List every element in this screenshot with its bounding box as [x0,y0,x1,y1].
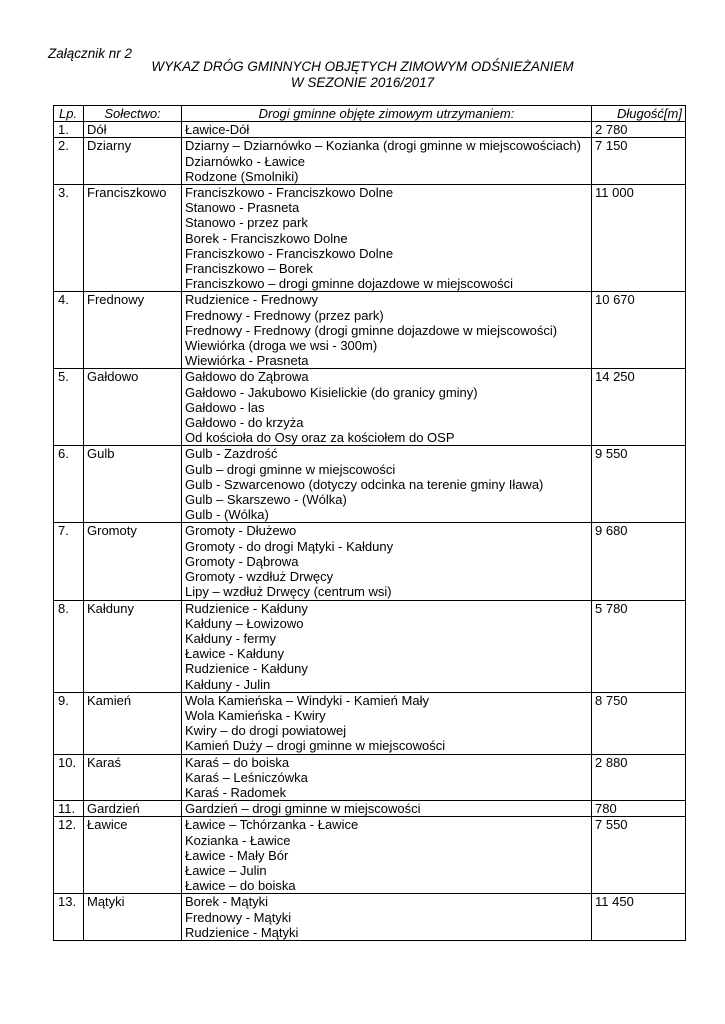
village-name: Dziarny [84,138,182,185]
row-number: 11. [54,801,84,817]
road-entry: Franciszkowo – Borek [185,261,313,277]
table-row [54,894,686,941]
road-entry: Gulb – drogi gminne w miejscowości [185,461,396,477]
row-number: 1. [54,122,84,138]
road-entry: Stanowo - przez park [185,215,308,231]
road-length: 10 670 [592,292,686,369]
column-header-lp: Lp. [54,106,84,122]
village-name: Mątyki [84,894,182,941]
road-entry: Ławice-Dół [185,122,250,138]
road-entry: Rudzienice - Frednowy [185,292,318,308]
table-row [54,817,686,894]
road-entry: Ławice - Kałduny [185,646,284,662]
road-entry: Gałdowo - las [185,399,265,415]
road-entry: Rudzienice - Kałduny [185,661,308,677]
road-entry: Kwiry – do drogi powiatowej [185,723,347,739]
road-length: 9 550 [592,446,686,523]
table-row [54,523,686,600]
row-number: 10. [54,754,84,801]
road-entry: Gromoty - Dłużewo [185,523,297,539]
road-entry: Gromoty - Dąbrowa [185,553,299,569]
road-entry: Gulb - (Wólka) [185,507,269,523]
road-entry: Wiewiórka - Prasneta [185,353,309,369]
road-entry: Stanowo - Prasneta [185,200,300,216]
row-number: 9. [54,692,84,754]
roads-table [53,105,686,941]
table-row [54,369,686,446]
table-row [54,185,686,292]
roads-cell [182,369,592,446]
road-length: 2 780 [592,122,686,138]
road-entry: Gulb - Zazdrość [185,446,278,462]
road-entry: Karaś – Leśniczówka [185,769,308,785]
road-length: 9 680 [592,523,686,600]
roads-cell [182,894,592,941]
roads-cell [182,122,592,138]
road-entry: Gardzień – drogi gminne w miejscowości [185,801,421,817]
road-entry: Gałdowo do Ząbrowa [185,369,309,385]
road-entry: Ławice – Tchórzanka - Ławice [185,817,359,833]
row-number: 12. [54,817,84,894]
column-header-roads: Drogi gminne objęte zimowym utrzymaniem: [182,106,592,122]
road-length: 11 450 [592,894,686,941]
road-entry: Kamień Duży – drogi gminne w miejscowości [185,738,446,754]
village-name: Gałdowo [84,369,182,446]
road-length: 7 150 [592,138,686,185]
table-row [54,692,686,754]
road-entry: Franciszkowo - Franciszkowo Dolne [185,185,394,201]
village-name: Kamień [84,692,182,754]
row-number: 4. [54,292,84,369]
road-length: 8 750 [592,692,686,754]
table-body [54,122,686,941]
road-length: 780 [592,801,686,817]
row-number: 6. [54,446,84,523]
road-length: 14 250 [592,369,686,446]
road-entry: Rudzienice - Kałduny [185,600,308,616]
road-entry: Gałdowo - Jakubowo Kisielickie (do granicy gminy) [185,384,478,400]
roads-cell [182,801,592,817]
road-entry: Dziarny – Dziarnówko – Kozianka (drogi gminne w miejscowościach) [185,138,581,154]
road-entry: Wola Kamieńska – Windyki - Kamień Mały [185,692,429,708]
road-entry: Frednowy - Mątyki [185,909,292,925]
road-entry: Gałdowo - do krzyża [185,415,304,431]
table-row [54,138,686,185]
roads-cell [182,754,592,801]
attachment-label: Załącznik nr 2 [48,46,133,61]
roads-cell [182,692,592,754]
road-entry: Kałduny - Julin [185,676,271,692]
table-row [54,446,686,523]
road-entry: Karaś – do boiska [185,754,290,770]
roads-cell [182,446,592,523]
village-name: Gromoty [84,523,182,600]
road-entry: Gromoty - wzdłuż Drwęcy [185,569,334,585]
roads-cell [182,817,592,894]
row-number: 2. [54,138,84,185]
road-entry: Gulb – Skarszewo - (Wólka) [185,492,347,508]
row-number: 13. [54,894,84,941]
table-row [54,292,686,369]
village-name: Franciszkowo [84,185,182,292]
row-number: 7. [54,523,84,600]
column-header-length: Długość[m] [592,106,686,122]
village-name: Ławice [84,817,182,894]
road-entry: Kałduny - fermy [185,630,277,646]
table-header-row [54,106,686,122]
roads-cell [182,600,592,692]
road-entry: Dziarnówko - Ławice [185,153,305,169]
road-entry: Kałduny – Łowizowo [185,615,304,631]
column-header-village: Sołectwo: [84,106,182,122]
table-row [54,600,686,692]
road-entry: Ławice – do boiska [185,878,296,894]
roads-cell [182,138,592,185]
road-entry: Borek - Mątyki [185,894,269,910]
village-name: Frednowy [84,292,182,369]
roads-cell [182,185,592,292]
road-entry: Gulb - Szwarcenowo (dotyczy odcinka na terenie gminy Iława) [185,476,544,492]
road-entry: Lipy – wzdłuż Drwęcy (centrum wsi) [185,584,392,600]
road-entry: Gromoty - do drogi Mątyki - Kałduny [185,538,394,554]
road-entry: Karaś - Radomek [185,784,287,800]
document-title: WYKAZ DRÓG GMINNYCH OBJĘTYCH ZIMOWYM ODŚNIEŻANIEM [151,59,574,74]
table-row [54,122,686,138]
road-length: 2 880 [592,754,686,801]
road-entry: Wola Kamieńska - Kwiry [185,707,326,723]
village-name: Dół [84,122,182,138]
village-name: Gulb [84,446,182,523]
row-number: 5. [54,369,84,446]
row-number: 8. [54,600,84,692]
road-length: 7 550 [592,817,686,894]
road-entry: Rudzienice - Mątyki [185,924,299,940]
village-name: Karaś [84,754,182,801]
road-entry: Wiewiórka (droga we wsi - 300m) [185,338,378,354]
village-name: Gardzień [84,801,182,817]
road-entry: Frednowy - Frednowy (drogi gminne dojazdowe w miejscowości) [185,322,558,338]
table-row [54,801,686,817]
road-entry: Franciszkowo - Franciszkowo Dolne [185,245,394,261]
road-entry: Franciszkowo – drogi gminne dojazdowe w miejscowości [185,276,514,292]
village-name: Kałduny [84,600,182,692]
road-entry: Od kościoła do Osy oraz za kościołem do OSP [185,430,455,446]
table-row [54,754,686,801]
road-entry: Ławice – Julin [185,862,267,878]
road-entry: Borek - Franciszkowo Dolne [185,230,348,246]
road-length: 5 780 [592,600,686,692]
road-entry: Rodzone (Smolniki) [185,168,299,184]
row-number: 3. [54,185,84,292]
road-entry: Ławice - Mały Bór [185,847,289,863]
roads-cell [182,523,592,600]
document-subtitle: W SEZONIE 2016/2017 [290,75,435,90]
roads-cell [182,292,592,369]
road-entry: Kozianka - Ławice [185,832,291,848]
road-length: 11 000 [592,185,686,292]
road-entry: Frednowy - Frednowy (przez park) [185,307,384,323]
